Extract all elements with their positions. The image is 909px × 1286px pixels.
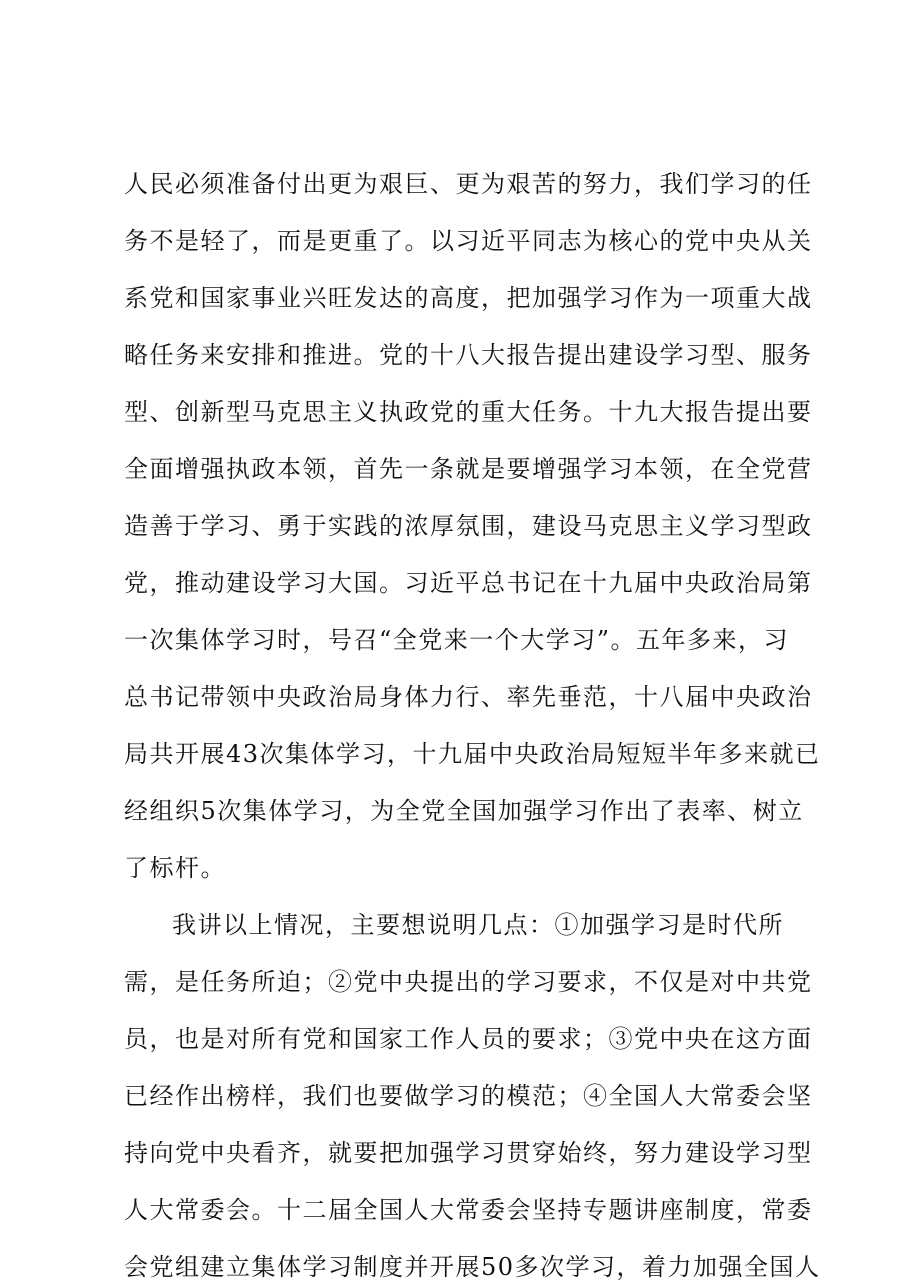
paragraph-2-line-5: 持向党中央看齐，就要把加强学习贯穿始终，努力建设学习型 — [124, 1139, 813, 1167]
paragraph-2-line-2: 需，是任务所迫；②党中央提出的学习要求，不仅是对中共党 — [124, 968, 813, 996]
paragraph-1-line-5: 型、创新型马克思主义执政党的重大任务。十九大报告提出要 — [124, 398, 813, 426]
paragraph-1-line-7: 造善于学习、勇于实践的浓厚氛围，建设马克思主义学习型政 — [124, 512, 813, 540]
paragraph-1-line-10: 总书记带领中央政治局身体力行、率先垂范，十八届中央政治 — [124, 683, 813, 711]
paragraph-2-line-1: 我讲以上情况，主要想说明几点：①加强学习是时代所 — [172, 911, 784, 939]
paragraph-1-line-3: 系党和国家事业兴旺发达的高度，把加强学习作为一项重大战 — [124, 284, 813, 312]
paragraph-1-line-4: 略任务来安排和推进。党的十八大报告提出建设学习型、服务 — [124, 341, 813, 369]
paragraph-1-line-2: 务不是轻了，而是更重了。以习近平同志为核心的党中央从关 — [124, 227, 813, 255]
paragraph-1-line-12: 经组织5次集体学习，为全党全国加强学习作出了表率、树立 — [124, 797, 804, 825]
paragraph-1-line-13: 了标杆。 — [124, 854, 226, 882]
paragraph-1-line-8: 党，推动建设学习大国。习近平总书记在十九届中央政治局第 — [124, 569, 813, 597]
paragraph-1-line-1: 人民必须准备付出更为艰巨、更为艰苦的努力，我们学习的任 — [124, 170, 813, 198]
paragraph-2-line-4: 已经作出榜样，我们也要做学习的模范；④全国人大常委会坚 — [124, 1082, 813, 1110]
paragraph-2-line-3: 员，也是对所有党和国家工作人员的要求；③党中央在这方面 — [124, 1025, 813, 1053]
paragraph-2-line-6: 人大常委会。十二届全国人大常委会坚持专题讲座制度，常委 — [124, 1196, 813, 1224]
paragraph-1-line-6: 全面增强执政本领，首先一条就是要增强学习本领，在全党营 — [124, 455, 813, 483]
paragraph-1-line-11: 局共开展43次集体学习，十九届中央政治局短短半年多来就已 — [124, 740, 821, 768]
paragraph-1-line-9: 一次集体学习时，号召“全党来一个大学习”。五年多来，习 — [124, 626, 790, 654]
paragraph-2-line-7: 会党组建立集体学习制度并开展50多次学习，着力加强全国人 — [124, 1253, 821, 1281]
